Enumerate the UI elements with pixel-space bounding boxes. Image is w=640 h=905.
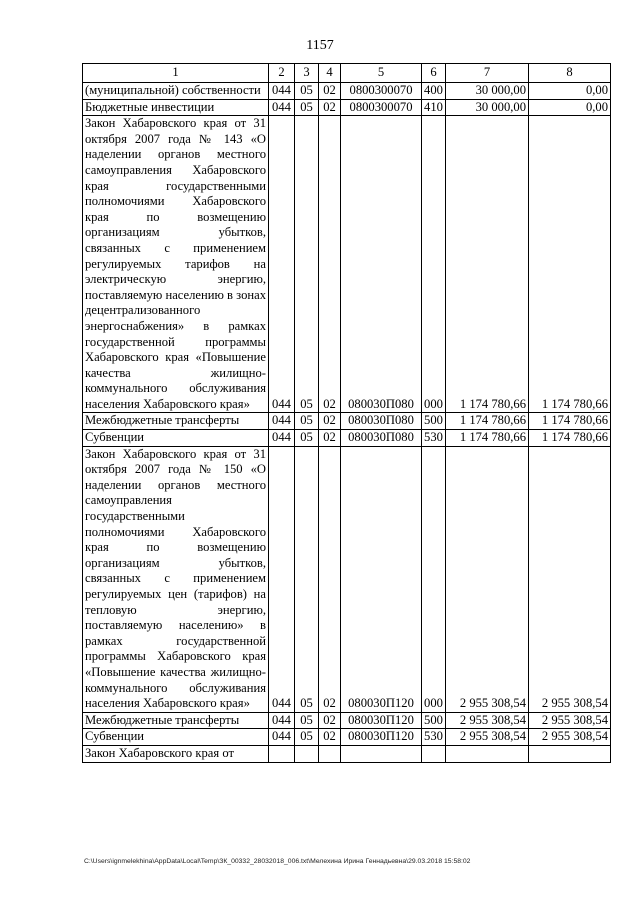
header-cell: 1 [83, 64, 269, 83]
table-row [83, 446, 611, 712]
cell-grbs: 044 [269, 712, 295, 729]
cell-amount-fact: 2 955 308,54 [529, 446, 611, 712]
cell-amount-plan [446, 745, 529, 762]
cell-expense-type: 500 [422, 712, 446, 729]
cell-target-article: 080030П120 [341, 446, 422, 712]
cell-amount-fact: 2 955 308,54 [529, 712, 611, 729]
table-row [83, 413, 611, 430]
cell-target-article: 080030П080 [341, 116, 422, 413]
cell-section: 05 [295, 729, 319, 746]
header-cell: 3 [295, 64, 319, 83]
cell-section: 05 [295, 83, 319, 100]
cell-expense-type: 530 [422, 729, 446, 746]
table-row [83, 712, 611, 729]
row-name: Межбюджетные трансферты [83, 712, 269, 729]
cell-target-article: 0800300070 [341, 83, 422, 100]
header-cell: 5 [341, 64, 422, 83]
row-name: Бюджетные инвестиции [83, 99, 269, 116]
row-name: Субвенции [83, 430, 269, 447]
cell-section: 05 [295, 413, 319, 430]
cell-amount-plan: 30 000,00 [446, 99, 529, 116]
cell-amount-fact: 0,00 [529, 83, 611, 100]
cell-expense-type [422, 745, 446, 762]
cell-grbs: 044 [269, 413, 295, 430]
cell-grbs: 044 [269, 729, 295, 746]
row-name: Закон Хабаровского края от 31 октября 2007 года № 150 «О наделении органов местного самоуправления государственными полномочиями Хабаровского края по возмещению организациям убытков, связанных с применением регулируемых цен (тарифов) на тепловую энергию, поставляемую населению» в рамках государственной программы Хабаровского края «Повышение качества жилищно-коммунального обслуживания населения Хабаровского края» [83, 446, 269, 712]
cell-grbs: 044 [269, 116, 295, 413]
cell-amount-plan: 2 955 308,54 [446, 446, 529, 712]
cell-target-article: 080030П080 [341, 413, 422, 430]
cell-amount-fact: 1 174 780,66 [529, 430, 611, 447]
cell-subsection [319, 745, 341, 762]
cell-amount-plan: 1 174 780,66 [446, 430, 529, 447]
page-number: 1157 [306, 38, 334, 53]
cell-target-article: 080030П120 [341, 712, 422, 729]
row-name: Закон Хабаровского края от [83, 745, 269, 762]
cell-section: 05 [295, 99, 319, 116]
cell-subsection: 02 [319, 446, 341, 712]
cell-section: 05 [295, 116, 319, 413]
cell-expense-type: 400 [422, 83, 446, 100]
cell-subsection: 02 [319, 413, 341, 430]
cell-grbs: 044 [269, 430, 295, 447]
document-footer-path: C:\Users\ignmelekhina\AppData\Local\Temp\ЗК_00332_28032018_006.txt\Мелехина Ирина Геннадьевна\29.03.2018 15:58:02 [84, 858, 471, 865]
cell-amount-fact: 0,00 [529, 99, 611, 116]
cell-target-article: 080030П120 [341, 729, 422, 746]
table-row [83, 116, 611, 413]
cell-grbs: 044 [269, 446, 295, 712]
cell-subsection: 02 [319, 712, 341, 729]
cell-amount-fact: 1 174 780,66 [529, 413, 611, 430]
cell-grbs: 044 [269, 83, 295, 100]
table-row [83, 729, 611, 746]
cell-expense-type: 000 [422, 446, 446, 712]
cell-amount-plan: 2 955 308,54 [446, 712, 529, 729]
cell-section [295, 745, 319, 762]
table-row [83, 83, 611, 100]
header-row [83, 64, 611, 83]
row-name: (муниципальной) собственности [83, 83, 269, 100]
cell-section: 05 [295, 712, 319, 729]
cell-subsection: 02 [319, 83, 341, 100]
cell-subsection: 02 [319, 116, 341, 413]
header-cell: 7 [446, 64, 529, 83]
header-cell: 2 [269, 64, 295, 83]
cell-expense-type: 530 [422, 430, 446, 447]
row-name: Закон Хабаровского края от 31 октября 2007 года № 143 «О наделении органов местного самоуправления Хабаровского края государственными полномочиями Хабаровского края по возмещению организациям убытков, связанных с применением регулируемых тарифов на электрическую энергию, поставляемую населению в зонах децентрализованного энергоснабжения» в рамках государственной программы Хабаровского края «Повышение качества жилищно-коммунального обслуживания населения Хабаровского края» [83, 116, 269, 413]
cell-target-article [341, 745, 422, 762]
cell-target-article: 0800300070 [341, 99, 422, 116]
cell-amount-plan: 30 000,00 [446, 83, 529, 100]
table-row [83, 745, 611, 762]
cell-amount-plan: 2 955 308,54 [446, 729, 529, 746]
cell-target-article: 080030П080 [341, 430, 422, 447]
cell-subsection: 02 [319, 99, 341, 116]
cell-expense-type: 000 [422, 116, 446, 413]
cell-section: 05 [295, 446, 319, 712]
cell-subsection: 02 [319, 430, 341, 447]
cell-amount-fact: 1 174 780,66 [529, 116, 611, 413]
header-cell: 8 [529, 64, 611, 83]
header-cell: 6 [422, 64, 446, 83]
row-name: Межбюджетные трансферты [83, 413, 269, 430]
cell-grbs [269, 745, 295, 762]
header-cell: 4 [319, 64, 341, 83]
cell-section: 05 [295, 430, 319, 447]
cell-expense-type: 410 [422, 99, 446, 116]
row-name: Субвенции [83, 729, 269, 746]
table-row [83, 430, 611, 447]
cell-expense-type: 500 [422, 413, 446, 430]
cell-grbs: 044 [269, 99, 295, 116]
budget-table [82, 63, 611, 763]
cell-amount-fact: 2 955 308,54 [529, 729, 611, 746]
cell-amount-plan: 1 174 780,66 [446, 413, 529, 430]
cell-subsection: 02 [319, 729, 341, 746]
cell-amount-plan: 1 174 780,66 [446, 116, 529, 413]
table-row [83, 99, 611, 116]
cell-amount-fact [529, 745, 611, 762]
